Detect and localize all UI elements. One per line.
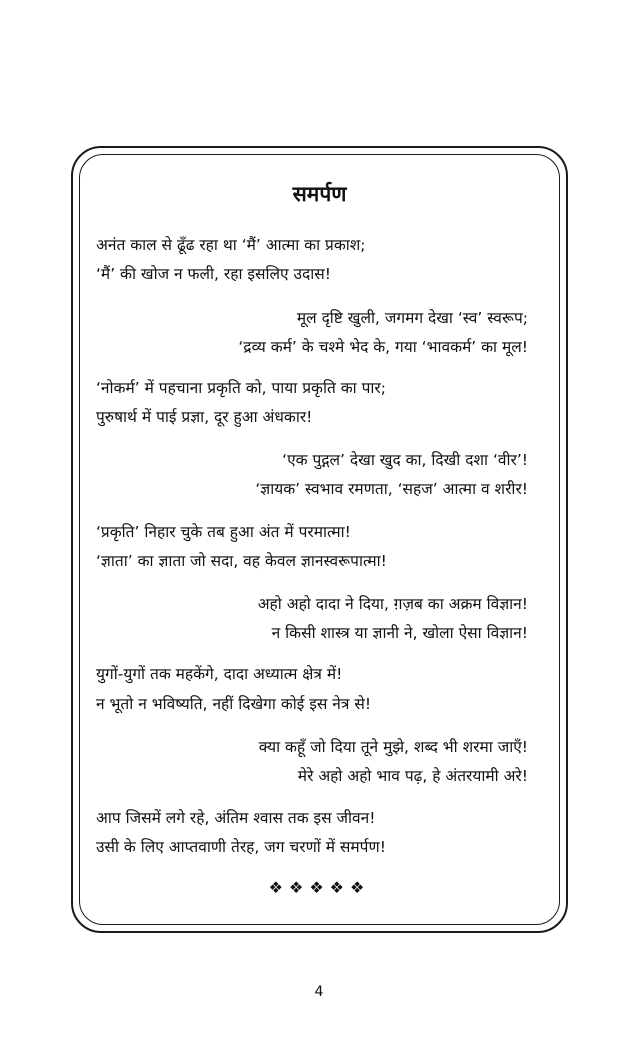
page-title: समर्पण: [292, 182, 347, 206]
stanza-3-line-1: ‘नोकर्म’ में पहचाना प्रकृति को, पाया प्रकृति का पार;: [96, 379, 386, 397]
stanza-9-line-1: आप जिसमें लगे रहे, अंतिम श्वास तक इस जीवन!: [96, 809, 376, 827]
stanza-3-line-2: पुरुषार्थ में पाई प्रज्ञा, दूर हुआ अंधकार!: [96, 408, 313, 426]
stanza-8-line-2: मेरे अहो अहो भाव पढ़, हे अंतरयामी अरे!: [297, 767, 528, 785]
stanza-2-line-2: ‘द्रव्य कर्म’ के चश्मे भेद के, गया ‘भावकर्म’ का मूल!: [238, 338, 528, 356]
stanza-4-line-2: ‘ज्ञायक’ स्वभाव रमणता, ‘सहज’ आत्मा व शरीर!: [255, 480, 528, 498]
page-number: 4: [314, 984, 324, 1000]
stanza-7-line-2: न भूतो न भविष्यति, नहीं दिखेगा कोई इस नेत्र से!: [96, 695, 372, 713]
stanza-5-line-2: ‘ज्ञाता’ का ज्ञाता जो सदा, वह केवल ज्ञानस्वरूपात्मा!: [96, 552, 387, 570]
diamond-ornament-icon: ❖❖❖❖❖: [268, 878, 371, 897]
stanza-1-line-2: ‘मैं’ की खोज न फली, रहा इसलिए उदास!: [96, 265, 331, 283]
stanza-2-line-1: मूल दृष्टि खुली, जगमग देखा ‘स्व’ स्वरूप;: [296, 309, 528, 327]
stanza-6-line-2: न किसी शास्त्र या ज्ञानी ने, खोला ऐसा विज्ञान!: [271, 624, 528, 642]
stanza-7-line-1: युगों-युगों तक महकेंगे, दादा अध्यात्म क्षेत्र में!: [96, 665, 343, 683]
stanza-1-line-1: अनंत काल से ढूँढ रहा था ‘मैं’ आत्मा का प्रकाश;: [96, 236, 366, 254]
stanza-5-line-1: ‘प्रकृति’ निहार चुके तब हुआ अंत में परमात्मा!: [96, 523, 351, 541]
stanza-4-line-1: ‘एक पुद्गल’ देखा खुद का, दिखी दशा ‘वीर’!: [282, 451, 528, 469]
stanza-9-line-2: उसी के लिए आप्तवाणी तेरह, जग चरणों में समर्पण!: [96, 838, 386, 856]
stanza-6-line-1: अहो अहो दादा ने दिया, ग़ज़ब का अक्रम विज्ञान!: [257, 595, 528, 613]
stanza-8-line-1: क्या कहूँ जो दिया तूने मुझे, शब्द भी शरमा जाएँ!: [258, 738, 528, 756]
